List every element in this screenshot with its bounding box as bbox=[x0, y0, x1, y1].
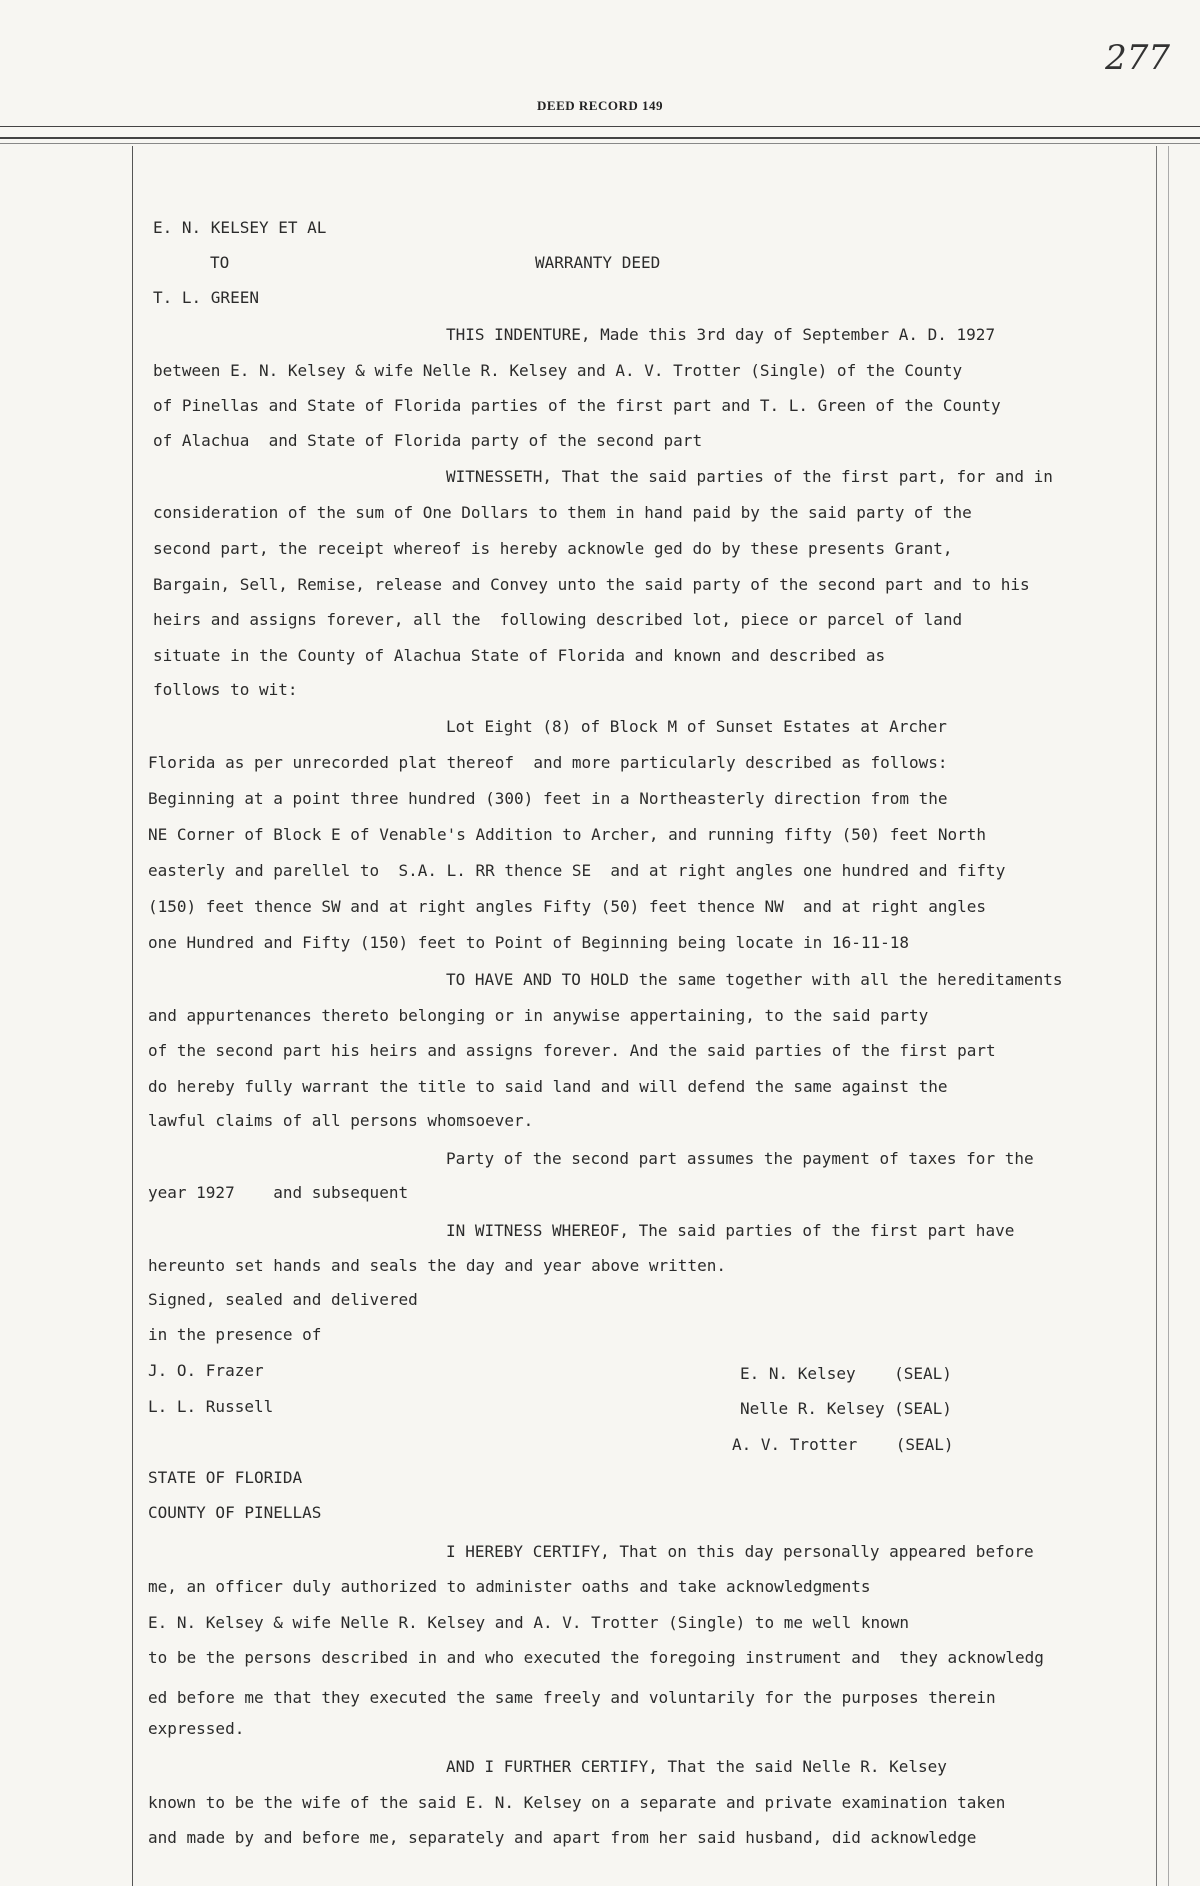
caption-to: TO bbox=[210, 253, 230, 272]
deed-line: NE Corner of Block E of Venable's Addition to Archer, and running fifty (50) feet North bbox=[148, 825, 987, 844]
deed-line: IN WITNESS WHEREOF, The said parties of the first part have bbox=[446, 1221, 1015, 1240]
ack-state: STATE OF FLORIDA bbox=[148, 1468, 303, 1487]
deed-line: follows to wit: bbox=[153, 680, 298, 699]
ack-line: I HEREBY CERTIFY, That on this day personally appeared before bbox=[446, 1542, 1034, 1561]
deed-line: and appurtenances thereto belonging or in anywise appertaining, to the said party bbox=[148, 1006, 929, 1025]
header-rule-top bbox=[0, 126, 1200, 127]
caption-grantor: E. N. KELSEY ET AL bbox=[153, 218, 327, 237]
deed-line: Bargain, Sell, Remise, release and Convey unto the said party of the second part and to his bbox=[153, 575, 1030, 594]
deed-line: one Hundred and Fifty (150) feet to Point of Beginning being locate in 16-11-18 bbox=[148, 933, 909, 952]
frame-right-line bbox=[1156, 146, 1157, 1886]
deed-line: hereunto set hands and seals the day and year above written. bbox=[148, 1256, 726, 1275]
ack-line: and made by and before me, separately and apart from her said husband, did acknowledge bbox=[148, 1828, 977, 1847]
header-title: DEED RECORD 149 bbox=[537, 98, 663, 113]
deed-line: easterly and parellel to S.A. L. RR thence SE and at right angles one hundred and fifty bbox=[148, 861, 1006, 880]
deed-line: second part, the receipt whereof is hereby acknowle ged do by these presents Grant, bbox=[153, 539, 953, 558]
deed-line: Lot Eight (8) of Block M of Sunset Estates at Archer bbox=[446, 717, 947, 736]
witness-name: L. L. Russell bbox=[148, 1397, 274, 1416]
frame-right-line-outer bbox=[1168, 146, 1169, 1886]
ack-line: known to be the wife of the said E. N. Kelsey on a separate and private examination taken bbox=[148, 1793, 1006, 1812]
deed-line: WITNESSETH, That the said parties of the first part, for and in bbox=[446, 467, 1053, 486]
ack-line: ed before me that they executed the same freely and voluntarily for the purposes therein bbox=[148, 1688, 996, 1707]
page-number: 277 bbox=[1105, 38, 1170, 78]
deed-line: situate in the County of Alachua State of Florida and known and described as bbox=[153, 646, 886, 665]
header-rule-bottom bbox=[0, 143, 1200, 144]
ack-county: COUNTY OF PINELLAS bbox=[148, 1503, 322, 1522]
deed-line: Party of the second part assumes the payment of taxes for the bbox=[446, 1149, 1034, 1168]
frame-left-line bbox=[132, 146, 133, 1886]
deed-line: consideration of the sum of One Dollars to them in hand paid by the said party of the bbox=[153, 503, 972, 522]
deed-line: THIS INDENTURE, Made this 3rd day of September A. D. 1927 bbox=[446, 325, 996, 344]
deed-line: year 1927 and subsequent bbox=[148, 1183, 409, 1202]
caption-deed-type: WARRANTY DEED bbox=[535, 253, 661, 272]
deed-line: of Alachua and State of Florida party of the second part bbox=[153, 431, 703, 450]
deed-line: heirs and assigns forever, all the following described lot, piece or parcel of land bbox=[153, 610, 963, 629]
deed-line: (150) feet thence SW and at right angles Fifty (50) feet thence NW and at right angles bbox=[148, 897, 987, 916]
deed-line: lawful claims of all persons whomsoever. bbox=[148, 1111, 534, 1130]
deed-line: do hereby fully warrant the title to said land and will defend the same against the bbox=[148, 1077, 948, 1096]
ack-line: AND I FURTHER CERTIFY, That the said Nelle R. Kelsey bbox=[446, 1757, 947, 1776]
signature-line: Nelle R. Kelsey (SEAL) bbox=[740, 1399, 952, 1418]
signature-line: E. N. Kelsey (SEAL) bbox=[740, 1364, 952, 1383]
deed-line: Florida as per unrecorded plat thereof and more particularly described as follows: bbox=[148, 753, 948, 772]
witness-name: J. O. Frazer bbox=[148, 1361, 264, 1380]
ack-line: to be the persons described in and who executed the foregoing instrument and they acknowledg bbox=[148, 1648, 1044, 1667]
signature-line: A. V. Trotter (SEAL) bbox=[732, 1435, 954, 1454]
deed-line: Signed, sealed and delivered bbox=[148, 1290, 418, 1309]
ack-line: me, an officer duly authorized to administer oaths and take acknowledgments bbox=[148, 1577, 871, 1596]
deed-line: between E. N. Kelsey & wife Nelle R. Kelsey and A. V. Trotter (Single) of the County bbox=[153, 361, 963, 380]
ack-line: expressed. bbox=[148, 1719, 245, 1738]
caption-grantee: T. L. GREEN bbox=[153, 288, 259, 307]
ack-line: E. N. Kelsey & wife Nelle R. Kelsey and A. V. Trotter (Single) to me well known bbox=[148, 1613, 909, 1632]
deed-line: in the presence of bbox=[148, 1325, 322, 1344]
deed-line: of Pinellas and State of Florida parties of the first part and T. L. Green of the County bbox=[153, 396, 1001, 415]
header-rule-mid bbox=[0, 137, 1200, 139]
deed-line: TO HAVE AND TO HOLD the same together with all the hereditaments bbox=[446, 970, 1063, 989]
deed-line: of the second part his heirs and assigns forever. And the said parties of the first part bbox=[148, 1041, 996, 1060]
deed-line: Beginning at a point three hundred (300) feet in a Northeasterly direction from the bbox=[148, 789, 948, 808]
